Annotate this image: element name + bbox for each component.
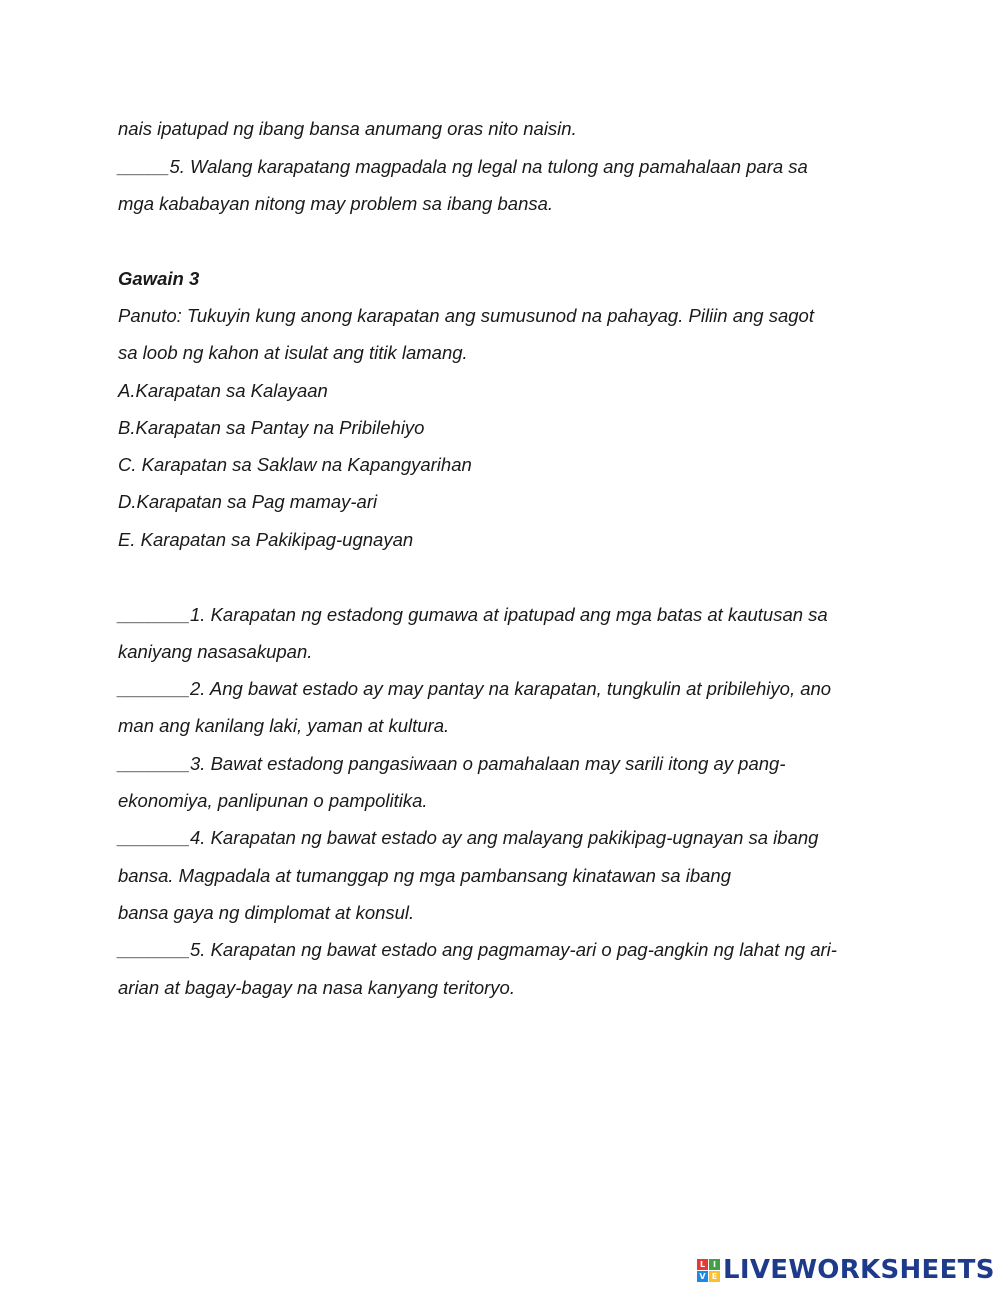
section-title: Gawain 3: [118, 268, 200, 289]
logo-text: LIVEWORKSHEETS: [723, 1255, 995, 1285]
instructions-line-2: sa loob ng kahon at isulat ang titik lamang.: [118, 342, 468, 363]
liveworksheets-logo: [697, 1254, 995, 1286]
choice-d: D.Karapatan sa Pag mamay-ari: [118, 491, 378, 512]
question-5-line-1: _______5. Karapatan ng bawat estado ang pagmamay-ari o pag-angkin ng lahat ng ari-: [118, 939, 837, 960]
question-2-line-2: man ang kanilang laki, yaman at kultura.: [118, 715, 450, 736]
choice-a: A.Karapatan sa Kalayaan: [118, 380, 328, 401]
question-3-line-2: ekonomiya, panlipunan o pampolitika.: [118, 790, 428, 811]
previous-item-5-line-1: _____5. Walang karapatang magpadala ng legal na tulong ang pamahalaan para sa: [118, 156, 808, 177]
question-4-line-2: bansa. Magpadala at tumanggap ng mga pambansang kinatawan sa ibang: [118, 865, 731, 886]
question-2-line-1: _______2. Ang bawat estado ay may pantay na karapatan, tungkulin at pribilehiyo, ano: [118, 678, 832, 699]
question-4-line-1: _______4. Karapatan ng bawat estado ay ang malayang pakikipag-ugnayan sa ibang: [118, 827, 819, 848]
logo-block-i: I: [709, 1259, 720, 1270]
choice-c: C. Karapatan sa Saklaw na Kapangyarihan: [118, 454, 472, 475]
question-1-line-1: _______1. Karapatan ng estadong gumawa at ipatupad ang mga batas at kautusan sa: [118, 604, 828, 625]
question-3-line-1: _______3. Bawat estadong pangasiwaan o pamahalaan may sarili itong ay pang-: [118, 753, 786, 774]
logo-block-l: L: [697, 1259, 708, 1270]
previous-item-5-line-2: mga kababayan nitong may problem sa ibang bansa.: [118, 193, 554, 214]
question-5-line-2: arian at bagay-bagay na nasa kanyang teritoryo.: [118, 977, 515, 998]
continued-text: nais ipatupad ng ibang bansa anumang oras nito naisin.: [118, 118, 577, 139]
logo-block-e: E: [709, 1271, 720, 1282]
choice-b: B.Karapatan sa Pantay na Pribilehiyo: [118, 417, 425, 438]
question-1-line-2: kaniyang nasasakupan.: [118, 641, 313, 662]
choice-e: E. Karapatan sa Pakikipag-ugnayan: [118, 529, 414, 550]
logo-block-v: V: [697, 1271, 708, 1282]
question-4-line-3: bansa gaya ng dimplomat at konsul.: [118, 902, 415, 923]
instructions-line-1: Panuto: Tukuyin kung anong karapatan ang sumusunod na pahayag. Piliin ang sagot: [118, 305, 814, 326]
logo-blocks-icon: [697, 1259, 720, 1282]
